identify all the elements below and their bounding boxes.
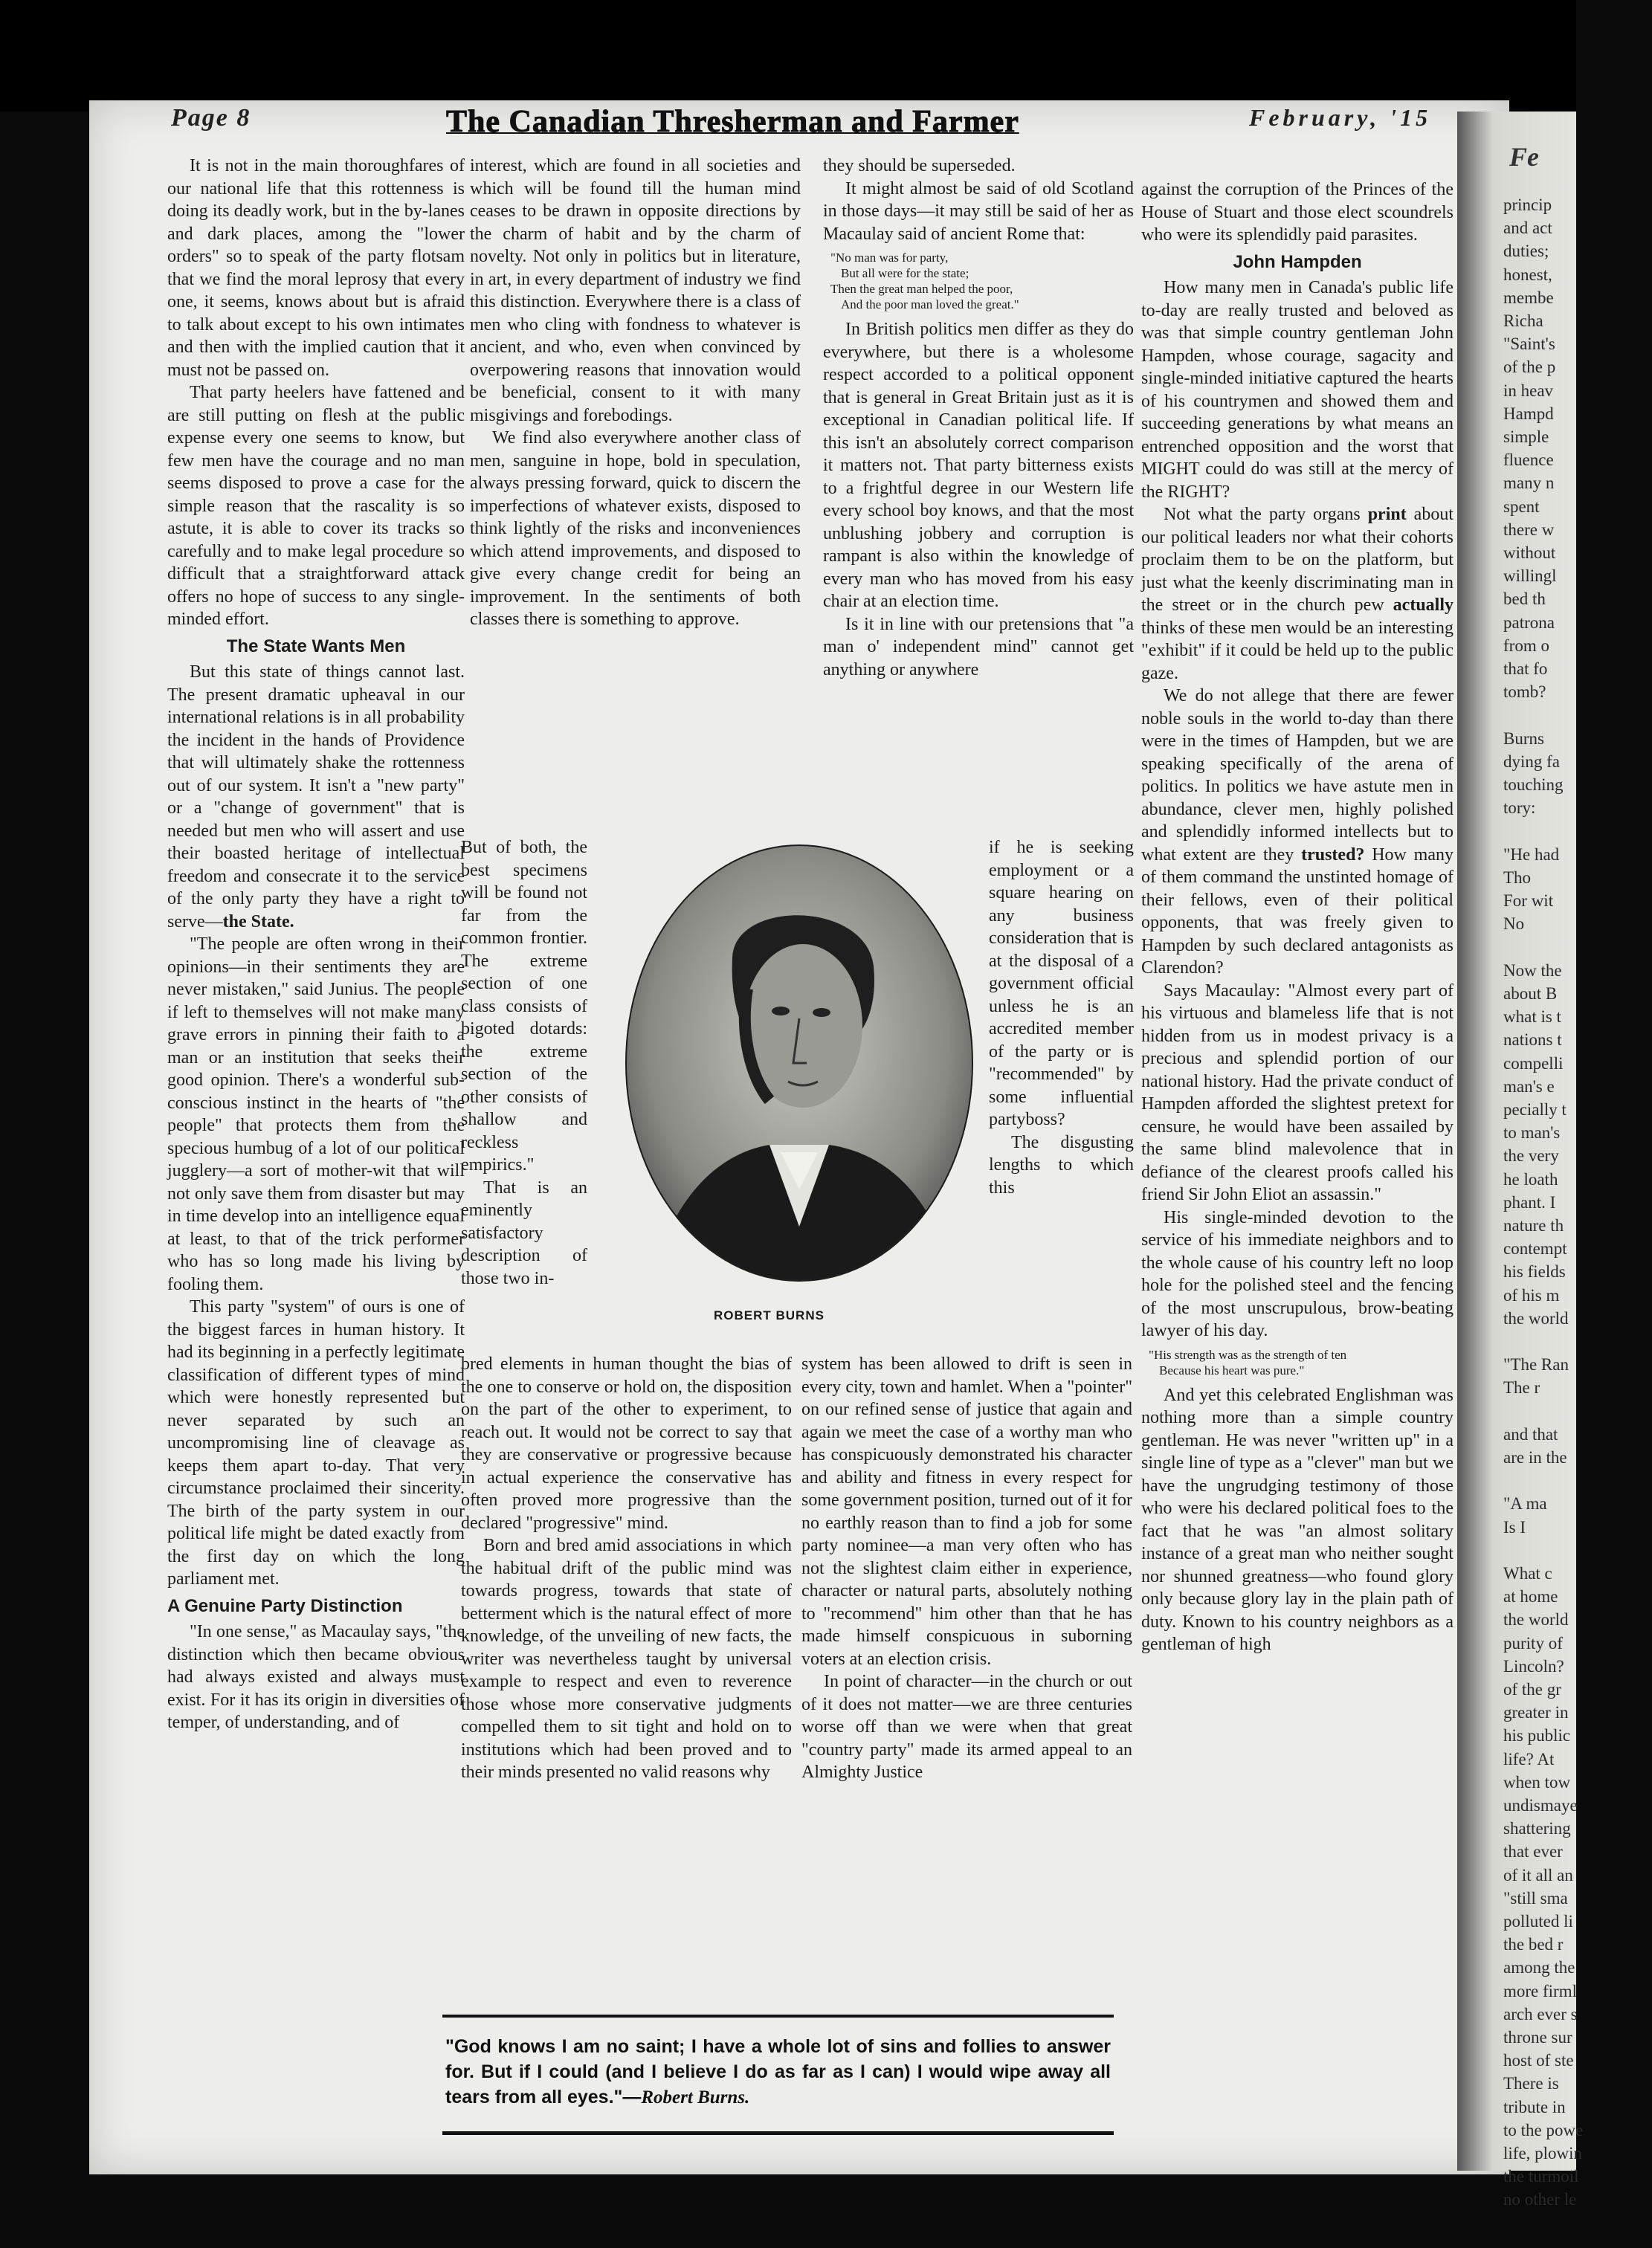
adjacent-page-line: what is t bbox=[1503, 1007, 1561, 1027]
adjacent-page-line: honest, bbox=[1503, 265, 1552, 284]
adjacent-page-line: and act bbox=[1503, 219, 1552, 238]
adjacent-page-line: of the gr bbox=[1503, 1680, 1561, 1699]
adjacent-page-line: tory: bbox=[1503, 798, 1536, 818]
adjacent-page-line: Is I bbox=[1503, 1517, 1526, 1537]
adjacent-page-line: touching bbox=[1503, 775, 1564, 795]
adjacent-page-line: spent bbox=[1503, 497, 1540, 516]
paragraph: Is it in line with our pretensions that "a man o' independent mind" cannot get anything or anywhere bbox=[823, 614, 1134, 679]
paragraph: The disgusting lengths to which this bbox=[989, 1132, 1134, 1198]
adjacent-page-line bbox=[1503, 703, 1652, 726]
adjacent-page-line: polluted li bbox=[1503, 1912, 1573, 1931]
verse-quote bbox=[1149, 1347, 1453, 1378]
paragraph-text: We do not allege that there are fewer noble souls in the world to-day than there were in the times of Hampden, but we are speaking specifically of the arena of politics. In politics we have astute men in abundance, clever men, highly polished and splendidly informed intellects but to what extent are they bbox=[1141, 686, 1453, 865]
paragraph: That is an eminently satisfactory description of those two in- bbox=[461, 1178, 587, 1288]
section-heading: The State Wants Men bbox=[226, 636, 406, 656]
adjacent-page-line: What c bbox=[1503, 1563, 1552, 1583]
adjacent-page-line: arch ever s bbox=[1503, 2004, 1578, 2023]
adjacent-page-line: the bed r bbox=[1503, 1935, 1564, 1954]
paragraph-text: about our political leaders nor what their cohorts proclaim them to be on the platform, but just what the keenly discriminating man in the street or in the church pew bbox=[1141, 505, 1453, 615]
adjacent-page-line: that fo bbox=[1503, 659, 1548, 679]
adjacent-page-line: man's e bbox=[1503, 1076, 1555, 1096]
paragraph-text: thinks of these men would be an interesting "exhibit" if it could be held up to the public gaze. bbox=[1141, 618, 1453, 683]
adjacent-page-line: "He had bbox=[1503, 844, 1560, 864]
emphasis-text: print bbox=[1367, 505, 1407, 524]
adjacent-page-line: tribute in bbox=[1503, 2097, 1566, 2116]
adjacent-page-line: purity of bbox=[1503, 1633, 1563, 1653]
adjacent-page-line: life? At bbox=[1503, 1749, 1555, 1769]
adjacent-page-line: Richa bbox=[1503, 311, 1543, 331]
verse-quote bbox=[830, 250, 1134, 312]
adjacent-page-line bbox=[1503, 819, 1652, 842]
article-column-2-narrow bbox=[461, 836, 587, 1290]
adjacent-page-line: there w bbox=[1503, 520, 1555, 539]
adjacent-page-line: from o bbox=[1503, 636, 1549, 655]
article-column-3-narrow bbox=[989, 836, 1134, 1199]
adjacent-page-line: nations t bbox=[1503, 1030, 1562, 1050]
adjacent-page-strip bbox=[1457, 112, 1584, 2209]
adjacent-page-line: without bbox=[1503, 543, 1556, 563]
verse-line: And the poor man loved the great." bbox=[841, 297, 1019, 311]
adjacent-page-line: greater in bbox=[1503, 1703, 1569, 1722]
adjacent-page-line: pecially t bbox=[1503, 1099, 1567, 1119]
paragraph: Says Macaulay: "Almost every part of his virtuous and blameless life that is not hidden from us in modest privacy is a precious and splendid portion of our national history. Had the private conduct of Hampden afforded the slightest pretext for censure, he would have been assailed by the same blind malevolence that in defiance of the clearest proofs called his friend Sir John Eliot an assassin." bbox=[1141, 981, 1453, 1204]
adjacent-page-line: about B bbox=[1503, 984, 1558, 1003]
adjacent-page-line: "Saint's bbox=[1503, 335, 1555, 354]
adjacent-page-line: For wit bbox=[1503, 891, 1554, 911]
scan-background bbox=[0, 0, 1576, 112]
adjacent-page-line: are in the bbox=[1503, 1447, 1567, 1467]
adjacent-page-text bbox=[1503, 193, 1652, 2212]
adjacent-page-line: The r bbox=[1503, 1378, 1540, 1398]
paragraph: "The people are often wrong in their opinions—in their sentiments they are never mistaken," said Junius. The people if left to themselves will not make many grave errors in pinning their faith to a man or an institution that seeks their good opinion. There's a wonderful sub-conscious instinct in the hearts of "the people" that protects them from the specious humbug of a lot of our political jugglery—a sort of mother-wit that will not only save them from disaster but may in time develop into an intelligence equal at least, to that of the trick performer who has so long made his living by fooling them. bbox=[167, 934, 465, 1294]
adjacent-page-line: shattering bbox=[1503, 1819, 1571, 1838]
article-column-3 bbox=[823, 155, 1134, 681]
paragraph: That party heelers have fattened and are still putting on flesh at the public expense every one seems to know, but few men have the courage and no man seems disposed to prove a case for the simple reason that the rascality is so astute, it is able to cover its tracks so carefully and to make legal procedure so difficult that a straightforward attack offers no hope of success to any single-minded effort. bbox=[167, 383, 465, 629]
adjacent-page-line: the turmoil bbox=[1503, 2167, 1579, 2186]
paragraph: they should be superseded. bbox=[823, 156, 1016, 175]
paragraph: It is not in the main thoroughfares of our national life that this rottenness is doing its deadly work, but in the by-lanes and dark places, among the "lower orders" so to speak of the party flotsam that we find the moral leprosy that every one, it seems, knows about but is afraid to talk about except to his own intimates and then with the implied caution that it must not be passed on. bbox=[167, 156, 465, 380]
paragraph: "In one sense," as Macaulay says, "the distinction which then became obvious had always existed and always must exist. For it has its origin in diversities of temper, of understanding, and of bbox=[167, 1622, 465, 1732]
pull-quote bbox=[442, 2015, 1114, 2135]
adjacent-page-line: "The Ran bbox=[1503, 1355, 1569, 1375]
adjacent-page-line: Hampd bbox=[1503, 404, 1554, 423]
adjacent-page-line: of the p bbox=[1503, 358, 1556, 377]
paragraph: if he is seeking employment or a square hearing on any business consideration that is at the disposal of a government official unless he is an accredited member of the party or is "recommended" by some influential partyboss? bbox=[989, 838, 1134, 1129]
paragraph: His single-minded devotion to the service of his immediate neighbors and to the whole cause of his country left no loop hole for the polished steel and the fencing of the most unscrupulous, brow-beating lawyer of his day. bbox=[1141, 1207, 1453, 1340]
adjacent-page-line: There is bbox=[1503, 2074, 1559, 2093]
adjacent-page-line: among the bbox=[1503, 1958, 1575, 1977]
adjacent-page-line: the world bbox=[1503, 1610, 1569, 1630]
article-column-4 bbox=[1141, 178, 1453, 1656]
adjacent-page-line: to man's bbox=[1503, 1123, 1561, 1143]
adjacent-page-line bbox=[1503, 1469, 1652, 1492]
adjacent-page-line: undismaye bbox=[1503, 1796, 1578, 1815]
paragraph: How many men in Canada's public life to-day are really trusted and beloved as was that simple country gentleman John Hampden, whose courage, sagacity and single-minded initiative captured the hearts of his countrymen and showed them and succeeding generations by what means an entrenched opposition and the worst that MIGHT could do was still at the mercy of the RIGHT? bbox=[1141, 278, 1453, 502]
issue-date: February, '15 bbox=[1249, 104, 1432, 131]
adjacent-page-line: "still sma bbox=[1503, 1888, 1568, 1908]
adjacent-page-line: his public bbox=[1503, 1726, 1571, 1745]
adjacent-page-line: throne sur bbox=[1503, 2028, 1572, 2047]
paragraph: It might almost be said of old Scotland in those days—it may still be said of her as Macaulay said of ancient Rome that: bbox=[823, 178, 1134, 244]
article-column-2 bbox=[470, 155, 801, 631]
adjacent-page-line: No bbox=[1503, 914, 1525, 934]
emphasis-text: trusted? bbox=[1301, 844, 1365, 865]
adjacent-page-line: to the powe bbox=[1503, 2120, 1584, 2139]
pull-quote-text: "God knows I am no saint; I have a whole lot of sins and follies to answer for. But if I could (and I believe I do as far as I can) I would wipe away all tears from all eyes."— bbox=[445, 2036, 1111, 2108]
article-column-2-lower bbox=[461, 1353, 792, 1784]
paragraph-text: But this state of things cannot last. The present dramatic upheaval in our international relations is in all probability the incident in the hands of Providence that will ultimately shake the rottenness out of our system. It isn't a "new party" or a "change of government" that is needed but men who will assert and use their boasted heritage of intellectual freedom and consecrate it to the service of the only party they have a right to serve— bbox=[167, 662, 465, 931]
paragraph-text: Not what the party organs bbox=[1164, 505, 1361, 524]
adjacent-page-line bbox=[1503, 1330, 1652, 1353]
adjacent-page-line bbox=[1503, 936, 1652, 959]
adjacent-page-line: when tow bbox=[1503, 1772, 1571, 1792]
adjacent-page-line: princip bbox=[1503, 196, 1552, 214]
adjacent-page-line: Now the bbox=[1503, 960, 1562, 980]
adjacent-page-line: Tho bbox=[1503, 868, 1532, 887]
paragraph: against the corruption of the Princes of the House of Stuart and those elect scoundrels who were its splendidly paid parasites. bbox=[1141, 180, 1453, 245]
emphasis-text: the State. bbox=[222, 911, 294, 931]
adjacent-page-line: the world bbox=[1503, 1308, 1569, 1328]
adjacent-page-line: "A ma bbox=[1503, 1494, 1547, 1514]
adjacent-page-line: patrona bbox=[1503, 613, 1555, 632]
adjacent-page-line: phant. I bbox=[1503, 1192, 1556, 1212]
adjacent-page-line: membe bbox=[1503, 288, 1554, 307]
paragraph bbox=[1141, 503, 1453, 685]
adjacent-page-line: host of ste bbox=[1503, 2051, 1574, 2070]
paragraph: This party "system" of ours is one of the biggest farces in human history. It had its beginning in a perfectly legitimate classification of different types of mind which were honestly represented but never separated by such an uncompromising line of cleavage as keeps them apart to-day. That very circumstance proclaimed their sincerity. The birth of the party system in our political life might be dated exactly from the first day on which the long parliament met. bbox=[167, 1297, 465, 1589]
verse-line: But all were for the state; bbox=[841, 266, 969, 280]
paragraph: In point of character—in the church or out of it does not matter—we are three centuries worse off than we were when that great "country party" made its armed appeal to an Almighty Justice bbox=[801, 1672, 1132, 1782]
adjacent-page-line: that ever bbox=[1503, 1842, 1563, 1861]
paragraph: interest, which are found in all societies and which will be found till the human mind ceases to be drawn in opposite directions by the charm of habit and by the charm of novelty. Not only in politics but in literature, in art, in every department of industry we find this distinction. Everywhere there is a class of men who cling with fondness to whatever is ancient, and who, even when convinced by overpowering reasons that innovation would be beneficial, consent to it with many misgivings and forebodings. bbox=[470, 156, 801, 425]
paragraph: And yet this celebrated Englishman was nothing more than a simple country gentleman. He was never "written up" in a single line of type as a "clever" man but we have the ungrudging testimony of those who were his declared political foes to the fact that he was "an almost solitary instance of a great man who neither sought nor shunned greatness—who found glory only because glory lay in the plain path of duty. Known to his country neighbors as a gentleman of high bbox=[1141, 1385, 1453, 1654]
paragraph: In British politics men differ as they do everywhere, but there is a wholesome respect accorded to a political opponent that is general in Great Britain just as it is exceptional in Canadian political life. If this isn't an absolutely correct comparison it matters not. That party bitterness exists to a frightful degree in our Western life every school boy knows, and that the most unblushing jobbery and corruption is rampant is also within the knowledge of every man who has moved from his easy chair at an election time. bbox=[823, 320, 1134, 611]
paragraph: Born and bred amid associations in which the habitual drift of the public mind was towards progress, towards that state of betterment which is the natural effect of more knowledge, of the unveiling of new facts, the writer was nevertheless taught by universal example to respect and even to reverence those whose more conservative judgments compelled them to sit tight and hold on to institutions which had been proved and to their minds presented no valid reasons why bbox=[461, 1536, 792, 1782]
article-column-1 bbox=[167, 155, 465, 1734]
adjacent-page-line: dying fa bbox=[1503, 752, 1561, 771]
adjacent-page-line: Lincoln? bbox=[1503, 1656, 1564, 1676]
adjacent-page-line: of his m bbox=[1503, 1285, 1560, 1305]
adjacent-page-line: many n bbox=[1503, 474, 1555, 493]
adjacent-page-line: contempt bbox=[1503, 1239, 1567, 1259]
portrait-caption: ROBERT BURNS bbox=[714, 1308, 825, 1322]
article-column-3-lower bbox=[801, 1353, 1132, 1784]
adjacent-page-line: and that bbox=[1503, 1424, 1558, 1444]
adjacent-page-line: fluence bbox=[1503, 450, 1554, 470]
adjacent-page-line: tomb? bbox=[1503, 682, 1546, 702]
paragraph: system has been allowed to drift is seen in every city, town and hamlet. When a "pointer" on our refined sense of justice that again and again we meet the case of a worthy man who has conspicuously demonstrated his character and ability and fitness in every respect for some government position, turned out of it for no earthly reason than to find a job for some party nominee—a man very often who has not the slightest claim either in experience, character or natural parts, absolutely nothing to "recommend" him other than that he has made himself conspicuous in suborning voters at an election crisis. bbox=[801, 1354, 1132, 1669]
verse-line: Then the great man helped the poor, bbox=[830, 282, 1013, 296]
verse-line: "His strength was as the strength of ten bbox=[1149, 1347, 1347, 1362]
adjacent-page-line: compelli bbox=[1503, 1053, 1564, 1073]
verse-line: Because his heart was pure." bbox=[1159, 1363, 1305, 1377]
page-number: Page 8 bbox=[171, 104, 251, 132]
paragraph bbox=[1141, 685, 1453, 980]
adjacent-page-line bbox=[1503, 1539, 1652, 1562]
paragraph bbox=[167, 661, 465, 933]
page-header bbox=[0, 104, 1517, 149]
adjacent-page-line: the very bbox=[1503, 1146, 1559, 1166]
adjacent-page-line: no other le bbox=[1503, 2190, 1577, 2209]
paragraph: We find also everywhere another class of men, sanguine in hope, bold in speculation, always pressing forward, quick to discern the imperfections of whatever exists, disposed to think lightly of the risks and inconveniences which attend improvements, and disposed to give every change credit for being an improvement. In the sentiments of both classes there is something to approve. bbox=[470, 428, 801, 629]
pull-quote-attribution: Robert Burns. bbox=[641, 2087, 750, 2108]
masthead-title: The Canadian Thresherman and Farmer bbox=[446, 105, 1019, 139]
adjacent-page-line: Burns bbox=[1503, 729, 1544, 748]
robert-burns-portrait bbox=[621, 840, 978, 1286]
adjacent-page-line: simple bbox=[1503, 427, 1549, 447]
adjacent-page-line: willingl bbox=[1503, 566, 1557, 586]
adjacent-page-line bbox=[1503, 1400, 1652, 1423]
paragraph: But of both, the best specimens will be found not far from the common frontier. The extreme section of one class consists of bigoted dotards: the extreme section of the other consists of shallow and reckless empirics." bbox=[461, 838, 587, 1175]
adjacent-page-line: bed th bbox=[1503, 590, 1546, 609]
emphasis-text: actually bbox=[1393, 595, 1453, 615]
section-heading: John Hampden bbox=[1233, 251, 1362, 272]
adjacent-page-line: duties; bbox=[1503, 242, 1549, 261]
paragraph: bred elements in human thought the bias of the one to conserve or hold on, the disposition on the part of the other to experiment, to reach out. It would not be correct to say that they are conservative or progressive because in actual experience the conservative has often proved more progressive than the declared "progressive" mind. bbox=[461, 1354, 792, 1533]
paragraph-text: How many of them command the unstinted homage of their fellows, even of their political opponents, that was freely given to Hampden by such declared antagonists as Clarendon? bbox=[1141, 844, 1453, 978]
adjacent-page-line: nature th bbox=[1503, 1215, 1564, 1235]
adjacent-page-line: in heav bbox=[1503, 381, 1554, 400]
section-heading: A Genuine Party Distinction bbox=[167, 1595, 403, 1616]
adjacent-page-line: life, plowin bbox=[1503, 2144, 1583, 2163]
adjacent-page-line: he loath bbox=[1503, 1169, 1558, 1189]
verse-line: "No man was for party, bbox=[830, 251, 949, 265]
adjacent-page-line: of it all an bbox=[1503, 1865, 1573, 1884]
adjacent-page-line: his fields bbox=[1503, 1262, 1566, 1282]
adjacent-page-line: at home bbox=[1503, 1587, 1558, 1606]
adjacent-page-header: Fe bbox=[1509, 142, 1539, 172]
adjacent-page-line: more firml bbox=[1503, 1981, 1577, 2000]
